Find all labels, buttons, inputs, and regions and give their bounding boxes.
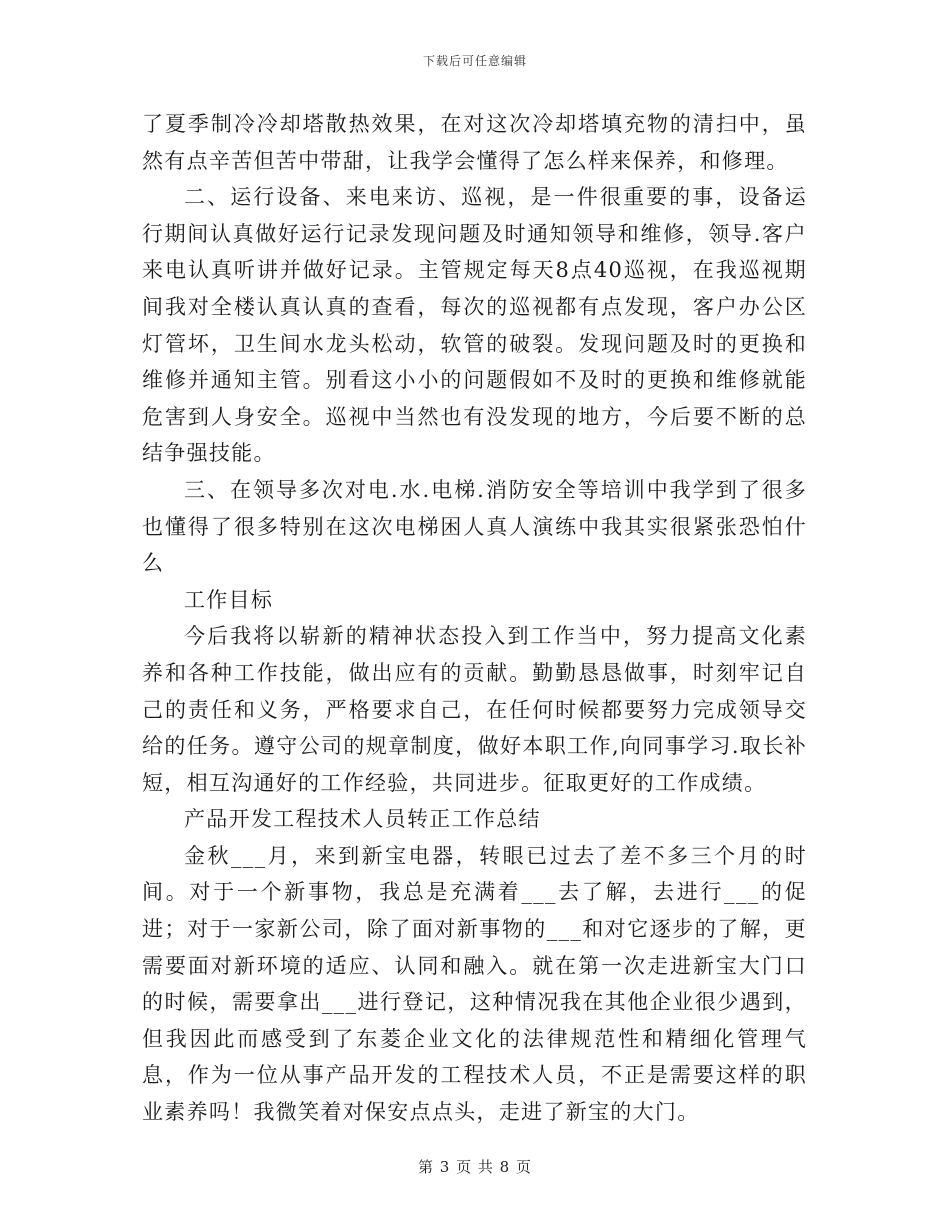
document-body [142, 106, 807, 1131]
paragraph-equipment-patrol: 二、运行设备、来电来访、巡视，是一件很重要的事，设备运行期间认真做好运行记录发现问题及时通知领导和维修，领导.客户来电认真听讲并做好记录。主管规定每天8点40巡视，在我巡视期间我对全楼认真认真的查看，每次的巡视都有点发现，客户办公区灯管坏，卫生间水龙头松动，软管的破裂。发现问题及时的更换和维修并通知主管。别看这小小的问题假如不及时的更换和维修就能危害到人身安全。巡视中当然也有没发现的地方，今后要不断的总结争强技能。 [142, 185, 807, 466]
paragraph-summary-intro: 金秋___月，来到新宝电器，转眼已过去了差不多三个月的时间。对于一个新事物，我总是充满着___去了解，去进行___的促进；对于一家新公司，除了面对新事物的___和对它逐步的了解，更需要面对新环境的适应、认同和融入。就在第一次走进新宝大门口的时候，需要拿出___进行登记，这种情况我在其他企业很少遇到，但我因此而感受到了东菱企业文化的法律规范性和精细化管理气息，作为一位从事产品开发的工程技术人员，不正是需要这样的职业素养吗！我微笑着对保安点点头，走进了新宝的大门。 [142, 843, 807, 1125]
paragraph-safety-training: 三、在领导多次对电.水.电梯.消防安全等培训中我学到了很多也懂得了很多特别在这次电梯困人真人演练中我其实很紧张恐怕什么 [142, 477, 807, 576]
paragraph-cooling-tower: 了夏季制冷冷却塔散热效果，在对这次冷却塔填充物的清扫中，虽然有点辛苦但苦中带甜，让我学会懂得了怎么样来保养，和修理。 [142, 112, 807, 173]
heading-work-goals: 工作目标 [184, 587, 274, 612]
heading-summary-title: 产品开发工程技术人员转正工作总结 [184, 807, 541, 832]
paragraph-work-goals: 今后我将以崭新的精神状态投入到工作当中，努力提高文化素养和各种工作技能，做出应有的贡献。勤勤恳恳做事，时刻牢记自己的责任和义务，严格要求自己，在任何时候都要努力完成领导交给的任务。遵守公司的规章制度，做好本职工作,向同事学习.取长补短，相互沟通好的工作经验，共同进步。征取更好的工作成绩。 [142, 624, 807, 795]
page-header: 下载后可任意编辑 [422, 54, 527, 68]
page-number: 第 3 页 共 8 页 [418, 1158, 532, 1176]
